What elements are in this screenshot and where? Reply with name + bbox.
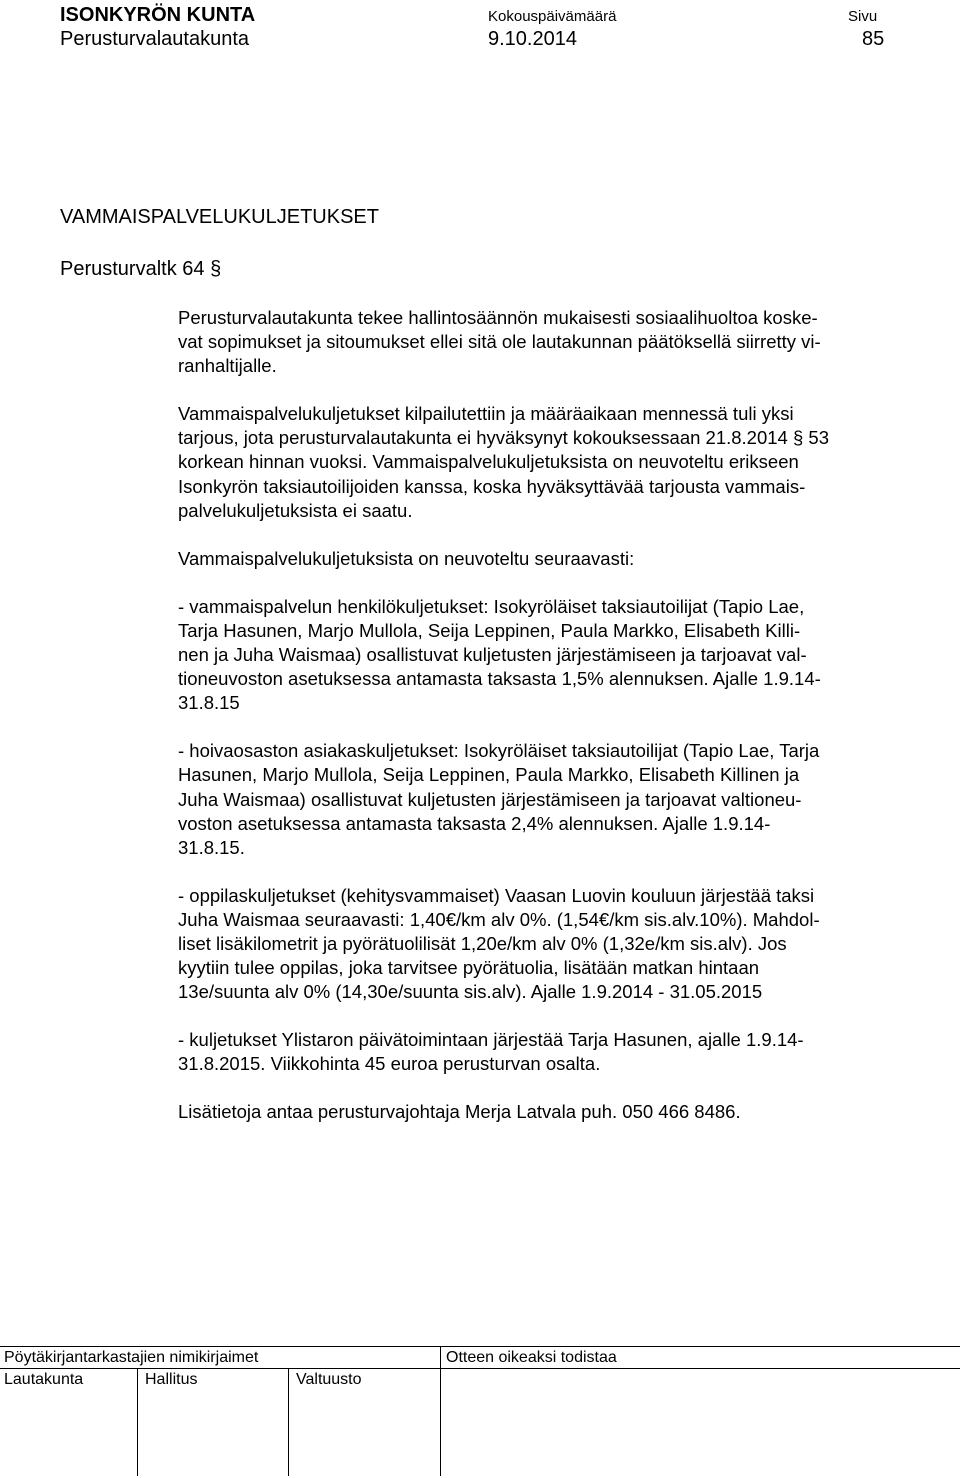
text-line: 31.8.15 bbox=[178, 692, 240, 714]
text-line: Vammaispalvelukuljetuksista on neuvoteltu seuraavasti: bbox=[178, 547, 635, 569]
section-reference-text: Perusturvaltk 64 bbox=[60, 258, 205, 280]
text-line: - hoivaosaston asiakaskuljetukset: Isokyröläiset taksiautoilijat (Tapio Lae, Tarja bbox=[178, 740, 820, 762]
page-label: Sivu bbox=[848, 8, 878, 25]
text-line: ranhaltijalle. bbox=[178, 355, 277, 377]
paragraph bbox=[178, 595, 924, 715]
meeting-date-label: Kokouspäivämäärä bbox=[488, 8, 617, 25]
text-line: Isonkyrön taksiautoilijoiden kanssa, koska hyväksyttävää tarjousta vammais- bbox=[178, 475, 806, 497]
text-line: Vammaispalvelukuljetukset kilpailutettiin ja määräaikaan mennessä tuli yksi bbox=[178, 403, 794, 425]
organization-name: ISONKYRÖN KUNTA bbox=[60, 4, 256, 26]
paragraph bbox=[178, 547, 924, 571]
text-line: kyytiin tulee oppilas, joka tarvitsee pyörätuolia, lisätään matkan hintaan bbox=[178, 957, 760, 979]
paragraph bbox=[178, 1028, 924, 1076]
document-title: VAMMAISPALVELUKULJETUKSET bbox=[60, 206, 379, 228]
paragraph bbox=[178, 884, 924, 1004]
paragraph bbox=[178, 402, 924, 522]
text-line: voston asetuksessa antamasta taksasta 2,4% alennuksen. Ajalle 1.9.14- bbox=[178, 812, 771, 834]
text-line: Perusturvalautakunta tekee hallintosäännön mukaisesti sosiaalihuoltoa koske- bbox=[178, 307, 818, 328]
column-hallitus: Hallitus bbox=[145, 1371, 198, 1388]
text-line: - vammaispalvelun henkilökuljetukset: Isokyröläiset taksiautoilijat (Tapio Lae, bbox=[178, 595, 805, 617]
section-sign: § bbox=[210, 258, 222, 280]
paragraph bbox=[178, 1100, 924, 1124]
text-line: - oppilaskuljetukset (kehitysvammaiset) Vaasan Luovin kouluun järjestää taksi bbox=[178, 884, 815, 906]
certified-copy-label: Otteen oikeaksi todistaa bbox=[446, 1349, 617, 1366]
document-body bbox=[178, 306, 924, 1149]
text-line: nen ja Juha Waismaa) osallistuvat kuljetusten järjestämiseen ja tarjoavat val- bbox=[178, 644, 807, 666]
text-line: liset lisäkilometrit ja pyörätuolilisät 1,20e/km alv 0% (1,32e/km sis.alv). Jos bbox=[178, 932, 787, 954]
text-line: Tarja Hasunen, Marjo Mullola, Seija Leppinen, Paula Markko, Elisabeth Killi- bbox=[178, 619, 801, 641]
footer-middle-rule bbox=[0, 1368, 960, 1369]
text-line: 13e/suunta alv 0% (14,30e/suunta sis.alv). Ajalle 1.9.2014 - 31.05.2015 bbox=[178, 981, 763, 1003]
column-valtuusto: Valtuusto bbox=[296, 1371, 362, 1388]
text-line: tioneuvoston asetuksessa antamasta taksasta 1,5% alennuksen. Ajalle 1.9.14- bbox=[178, 668, 821, 690]
meeting-date: 9.10.2014 bbox=[488, 28, 577, 50]
text-line: tarjous, jota perusturvalautakunta ei hyväksynyt kokouksessaan 21.8.2014 § 53 bbox=[178, 427, 829, 449]
column-lautakunta: Lautakunta bbox=[4, 1371, 84, 1388]
footer-divider bbox=[288, 1368, 289, 1476]
text-line: 31.8.15. bbox=[178, 836, 245, 858]
section-reference bbox=[60, 258, 221, 281]
signatures-label: Pöytäkirjantarkastajien nimikirjaimet bbox=[4, 1349, 259, 1366]
footer-top-rule bbox=[0, 1346, 960, 1347]
text-line: Lisätietoja antaa perusturvajohtaja Merja Latvala puh. 050 466 8486. bbox=[178, 1101, 741, 1123]
footer-signature-table bbox=[0, 1346, 960, 1476]
text-line: palvelukuljetuksista ei saatu. bbox=[178, 499, 413, 521]
footer-divider bbox=[440, 1346, 441, 1476]
text-line: Juha Waismaa seuraavasti: 1,40€/km alv 0%. (1,54€/km sis.alv.10%). Mahdol- bbox=[178, 908, 820, 930]
text-line: vat sopimukset ja sitoumukset ellei sitä ole lautakunnan päätöksellä siirretty vi- bbox=[178, 331, 821, 353]
text-line: Juha Waismaa) osallistuvat kuljetusten järjestämiseen ja tarjoavat valtioneu- bbox=[178, 788, 802, 810]
text-line: 31.8.2015. Viikkohinta 45 euroa perusturvan osalta. bbox=[178, 1053, 601, 1075]
text-line: Hasunen, Marjo Mullola, Seija Leppinen, Paula Markko, Elisabeth Killinen ja bbox=[178, 764, 800, 786]
paragraph bbox=[178, 306, 924, 378]
paragraph bbox=[178, 739, 924, 859]
text-line: korkean hinnan vuoksi. Vammaispalvelukuljetuksista on neuvoteltu erikseen bbox=[178, 451, 799, 473]
board-name: Perusturvalautakunta bbox=[60, 28, 250, 50]
page-number: 85 bbox=[862, 28, 885, 50]
footer-divider bbox=[137, 1368, 138, 1476]
text-line: - kuljetukset Ylistaron päivätoimintaan järjestää Tarja Hasunen, ajalle 1.9.14- bbox=[178, 1029, 804, 1051]
